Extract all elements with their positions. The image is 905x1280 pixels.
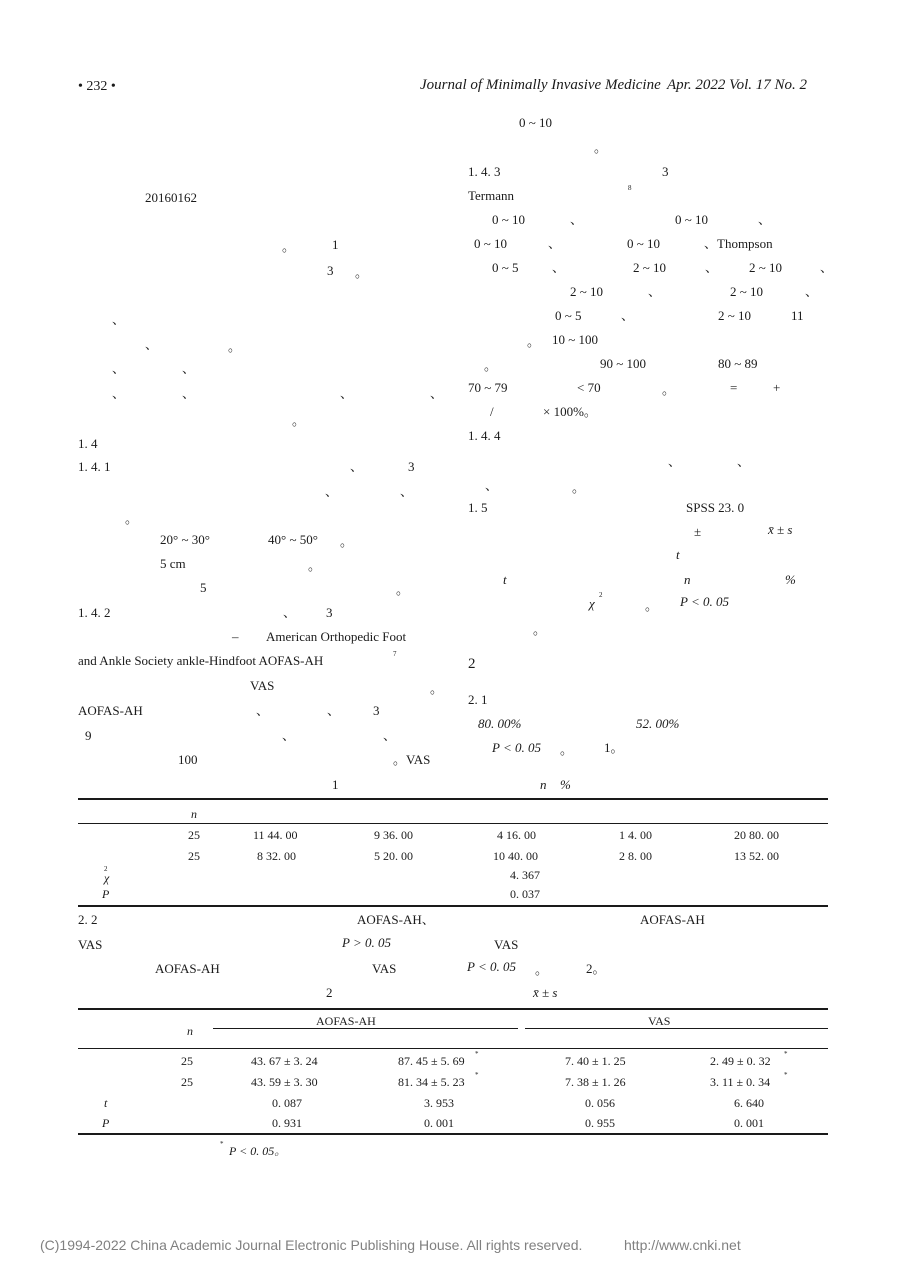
text-fragment: 2 ~ 10 <box>633 260 667 275</box>
text-fragment: 3 <box>408 459 415 474</box>
journal-issue: Apr. 2022 Vol. 17 No. 2 <box>667 77 808 93</box>
text-fragment: 80 ~ 89 <box>718 356 758 371</box>
text-fragment: 。 <box>430 681 444 696</box>
text-fragment: 、 <box>758 212 772 227</box>
text-fragment: 。 <box>533 622 547 637</box>
percent-value: 80. 00% <box>478 716 522 731</box>
superscript: 2 <box>599 591 603 599</box>
text-fragment: 2 ~ 10 <box>570 284 604 299</box>
table-cell: 43. 67 ± 3. 24 <box>251 1054 318 1068</box>
table-header-n: n <box>191 807 197 821</box>
text-fragment: 0 ~ 5 <box>492 260 519 275</box>
chi-square-label: χ <box>104 871 110 885</box>
text-fragment: 。 <box>396 582 410 597</box>
copyright: (C)1994-2022 China Academic Journal Electronic Publishing House. All rights reserved. <box>40 1237 583 1253</box>
distance: 5 cm <box>160 556 186 571</box>
text-fragment: 。VAS <box>393 752 431 767</box>
text-fragment: 100 <box>178 752 198 767</box>
angle-range: 40° ~ 50° <box>268 532 318 547</box>
table-cell: 8 32. 00 <box>257 849 296 863</box>
chi-square-value: 4. 367 <box>510 868 540 882</box>
group-underline <box>525 1028 828 1029</box>
text-fragment: × 100%。 <box>543 404 597 419</box>
table-cell: 3. 953 <box>424 1096 454 1110</box>
text-fragment: n <box>684 572 691 587</box>
text-fragment: 、 <box>430 386 444 401</box>
text-fragment: 3 <box>326 605 333 620</box>
angle-range: 20° ~ 30° <box>160 532 210 547</box>
table-caption-number: 1 <box>332 777 339 792</box>
text-fragment: 、 <box>548 236 562 251</box>
significance-star: * <box>784 1071 788 1079</box>
table-cell: 87. 45 ± 5. 69 <box>398 1054 465 1068</box>
text-fragment: 。 <box>527 334 541 349</box>
section-heading: 1. 4 <box>78 436 98 451</box>
software-name: SPSS 23. 0 <box>686 500 745 515</box>
text-fragment: 2 ~ 10 <box>730 284 764 299</box>
text-fragment: 、 <box>350 459 364 474</box>
text-fragment: 。 <box>308 558 322 573</box>
text-fragment: 、 <box>256 703 270 718</box>
text-fragment: 2 ~ 10 <box>718 308 752 323</box>
text-fragment: 、 <box>145 337 159 352</box>
table-cell: 0. 001 <box>734 1116 764 1130</box>
section-heading: 2. 2 <box>78 912 98 927</box>
code-number: 20160162 <box>145 190 197 205</box>
chi-square: χ <box>589 596 595 611</box>
table-cell: 6. 640 <box>734 1096 764 1110</box>
table-cell: 0. 087 <box>272 1096 302 1110</box>
p-label: P <box>102 887 110 901</box>
table-caption-stat: x̄ ± s <box>533 985 558 1000</box>
p-label: P <box>102 1116 110 1130</box>
table-cell: 7. 40 ± 1. 25 <box>565 1054 626 1068</box>
text-fragment: AOFAS-AH、 <box>357 912 435 927</box>
table-cell: 2. 49 ± 0. 32 <box>710 1054 771 1068</box>
table-cell: 0. 001 <box>424 1116 454 1130</box>
text-fragment: % <box>785 572 796 587</box>
text-fragment: / <box>490 404 494 419</box>
text-fragment: 0 ~ 10 <box>627 236 661 251</box>
text-fragment: 0 ~ 10 <box>675 212 709 227</box>
text-fragment: VAS <box>78 937 103 952</box>
table-header-rule <box>78 1048 828 1049</box>
text-fragment: 、 <box>805 284 819 299</box>
table-cell: 3. 11 ± 0. 34 <box>710 1075 771 1089</box>
page-number: • 232 • <box>78 79 116 94</box>
table-note: P < 0. 05。 <box>229 1144 287 1158</box>
text-fragment: Termann <box>468 188 515 203</box>
text-fragment: 、 <box>325 484 339 499</box>
section-heading: 1. 4. 1 <box>78 459 111 474</box>
table-caption-number: 2 <box>326 985 333 1000</box>
table-cell: 13 52. 00 <box>734 849 779 863</box>
text-fragment: 、 <box>112 386 126 401</box>
text-fragment: t <box>676 547 680 562</box>
text-fragment: AOFAS-AH <box>640 912 705 927</box>
text-fragment: 。 <box>662 382 676 397</box>
table-cell: 1 4. 00 <box>619 828 652 842</box>
citation: 7 <box>393 650 397 658</box>
text-fragment: < 70 <box>577 380 601 395</box>
significance-star: * <box>784 1050 788 1058</box>
text-fragment: 11 <box>791 308 804 323</box>
text-fragment: 、 <box>737 454 751 469</box>
table-top-rule <box>78 1008 828 1010</box>
text-fragment: 、 <box>705 260 719 275</box>
p-value-text: P < 0. 05 <box>680 594 729 609</box>
table-cell: 43. 59 ± 3. 30 <box>251 1075 318 1089</box>
table-top-rule <box>78 798 828 800</box>
superscript: 2 <box>104 865 108 873</box>
text-fragment: 、 <box>621 308 635 323</box>
text-fragment: 90 ~ 100 <box>600 356 647 371</box>
section-heading: 2 <box>468 656 476 672</box>
text-fragment: 、 <box>182 361 196 376</box>
table-cell: 4 16. 00 <box>497 828 536 842</box>
text-fragment: 9 <box>85 728 92 743</box>
text-fragment: 。 <box>572 480 586 495</box>
text-fragment: 、 <box>340 386 354 401</box>
table-header-rule <box>78 823 828 824</box>
p-value: P > 0. 05 <box>342 935 391 950</box>
significance-star: * <box>475 1050 479 1058</box>
text-fragment: 、 <box>182 386 196 401</box>
text-fragment: 。 <box>594 140 608 155</box>
group-underline <box>213 1028 518 1029</box>
text-fragment: 。 <box>282 239 296 254</box>
table-cell: 20 80. 00 <box>734 828 779 842</box>
section-heading: 1. 4. 2 <box>78 605 111 620</box>
text-fragment: VAS <box>250 678 275 693</box>
text-fragment: 3 <box>662 164 669 179</box>
table-cell: 10 40. 00 <box>493 849 538 863</box>
text-fragment: 、 <box>570 212 584 227</box>
section-heading: 2. 1 <box>468 692 488 707</box>
text-fragment: 。 <box>228 339 242 354</box>
significance-star: * <box>475 1071 479 1079</box>
table-group-header: AOFAS-AH <box>316 1014 376 1028</box>
text-fragment: 0 ~ 10 <box>492 212 526 227</box>
section-heading: 1. 4. 4 <box>468 428 501 443</box>
table-cell: 0. 955 <box>585 1116 615 1130</box>
percent-value: 52. 00% <box>636 716 680 731</box>
text-fragment: 。 <box>355 265 369 280</box>
text-fragment: – <box>232 629 239 644</box>
text-fragment: 。 <box>125 511 139 526</box>
table-reference: 2。 <box>586 961 606 976</box>
text-fragment: 5 <box>200 580 207 595</box>
p-value <box>680 595 729 608</box>
text-fragment: + <box>773 380 781 395</box>
table-cell: 25 <box>188 828 200 842</box>
text-fragment: American Orthopedic Foot <box>266 629 407 644</box>
table-cell: 0. 931 <box>272 1116 302 1130</box>
t-label: t <box>104 1096 108 1110</box>
text-fragment: 、 <box>668 454 682 469</box>
text-fragment: 0 ~ 10 <box>474 236 508 251</box>
text-fragment: 、 <box>383 728 397 743</box>
table-cell: 7. 38 ± 1. 26 <box>565 1075 626 1089</box>
text-fragment: 。 <box>340 534 354 549</box>
table-cell: 25 <box>181 1075 193 1089</box>
text-fragment: 70 ~ 79 <box>468 380 508 395</box>
text-fragment: 、 <box>283 605 297 620</box>
table-bottom-rule <box>78 905 828 907</box>
citation: 8 <box>628 184 632 192</box>
text-fragment: 0 ~ 5 <box>555 308 582 323</box>
text-fragment: 。 <box>292 413 306 428</box>
table-group-header: VAS <box>648 1014 671 1028</box>
text-fragment: 3 <box>373 703 380 718</box>
text-fragment: 3 <box>327 263 334 278</box>
text-fragment: 。 <box>535 962 549 977</box>
note-star: * <box>220 1140 224 1148</box>
text-fragment: 2 ~ 10 <box>749 260 783 275</box>
table-caption-pct: % <box>560 777 571 792</box>
text-fragment: 、 <box>112 312 126 327</box>
text-fragment: AOFAS-AH <box>155 961 220 976</box>
text-fragment: 、 <box>485 478 499 493</box>
table-reference: 1。 <box>604 740 624 755</box>
table-header-n: n <box>187 1024 193 1038</box>
text-fragment: 、 <box>820 260 834 275</box>
text-fragment: 、 <box>648 284 662 299</box>
table-cell: 11 44. 00 <box>253 828 298 842</box>
section-heading: 1. 5 <box>468 500 488 515</box>
text-fragment: VAS <box>372 961 397 976</box>
text-fragment: 、 <box>400 484 414 499</box>
text-fragment: 。 <box>560 742 574 757</box>
text-fragment: 10 ~ 100 <box>552 332 599 347</box>
table-cell: 25 <box>181 1054 193 1068</box>
table-bottom-rule <box>78 1133 828 1135</box>
text-fragment: 、 <box>112 361 126 376</box>
cnki-link[interactable]: http://www.cnki.net <box>624 1237 741 1253</box>
table-cell: 5 20. 00 <box>374 849 413 863</box>
table-cell: 9 36. 00 <box>374 828 413 842</box>
section-heading: 1. 4. 3 <box>468 164 501 179</box>
text-fragment: 、 <box>552 260 566 275</box>
text-fragment: 。 <box>645 598 659 613</box>
table-cell: 0. 056 <box>585 1096 615 1110</box>
text-fragment: 0 ~ 10 <box>519 115 553 130</box>
text-fragment: 1 <box>332 237 339 252</box>
text-fragment: AOFAS-AH <box>78 703 143 718</box>
p-value: P < 0. 05 <box>467 959 516 974</box>
text-fragment: 、 <box>282 728 296 743</box>
text-fragment: and Ankle Society ankle-Hindfoot AOFAS-AH <box>78 653 324 668</box>
p-value: P < 0. 05 <box>492 740 541 755</box>
text-fragment: 、 <box>327 703 341 718</box>
text-fragment: 、Thompson <box>704 236 773 251</box>
text-fragment: = <box>730 380 738 395</box>
text-fragment: ± <box>694 524 702 539</box>
table-cell: 25 <box>188 849 200 863</box>
table-cell: 2 8. 00 <box>619 849 652 863</box>
text-fragment: t <box>503 572 507 587</box>
p-value: 0. 037 <box>510 887 540 901</box>
text-fragment: VAS <box>494 937 519 952</box>
table-caption-n: n <box>540 777 547 792</box>
table-cell: 81. 34 ± 5. 23 <box>398 1075 465 1089</box>
journal-title: Journal of Minimally Invasive Medicine <box>420 77 661 93</box>
text-fragment: 。 <box>484 358 498 373</box>
stat-notation: x̄ ± s <box>768 522 793 537</box>
